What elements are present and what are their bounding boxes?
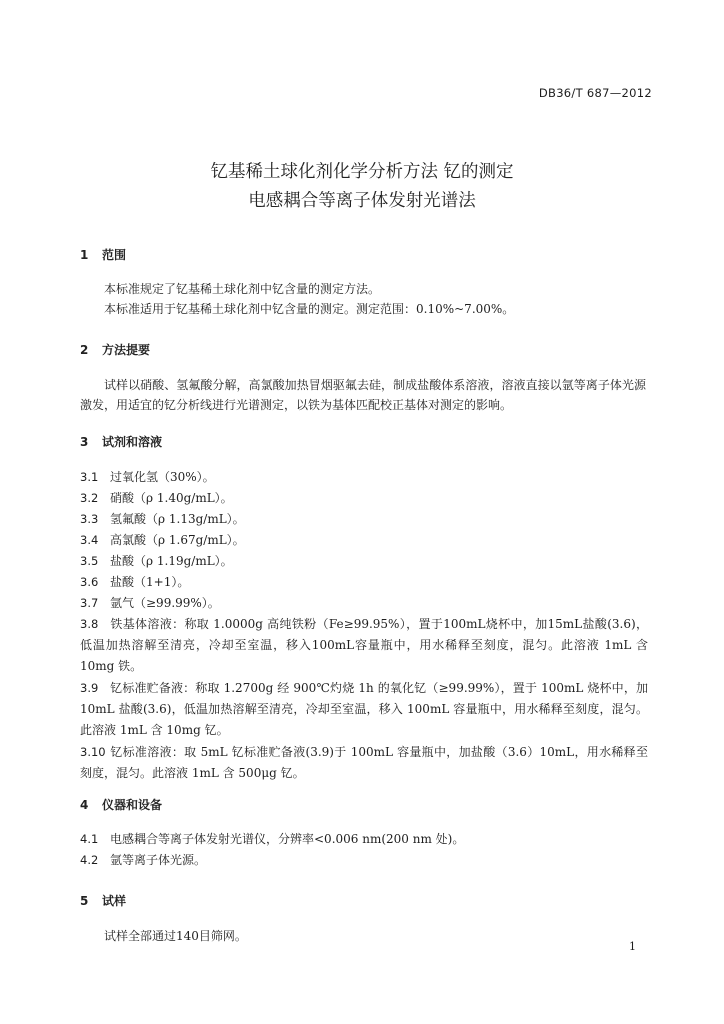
section-heading-apparatus [80,796,162,813]
item-text: 氢氟酸（ρ 1.13g/mL）。 [110,512,245,526]
section-number: 1 [80,248,89,262]
apparatus-item [80,829,648,850]
item-number: 4.2 [80,853,99,867]
section-title: 方法提要 [102,343,151,357]
reagent-item [80,509,648,530]
document-subtitle: 电感耦合等离子体发射光谱法 [248,191,476,211]
reagent-item [80,488,648,509]
reagent-item [80,551,648,572]
apparatus-item [80,850,648,871]
section-title: 范围 [102,248,127,262]
item-text: 电感耦合等离子体发射光谱仪，分辨率<0.006 nm(200 nm 处)。 [110,832,465,846]
reagent-item [80,530,648,551]
item-number: 3.3 [80,512,99,526]
item-number: 3.9 [80,681,99,695]
reagent-item [80,742,648,784]
item-text: 钇标准贮备液：称取 1.2700g 经 900℃灼烧 1h 的氧化钇（≥99.99%），置于 100mL 烧杯中，加 10mL 盐酸(3.6)，低温加热溶解至清亮，冷却至室温，移入 100mL 容量瓶中，用水稀释至刻度，混匀。此溶液 1mL 含 10mg 钇。 [80,681,648,737]
item-text: 硝酸（ρ 1.40g/mL）。 [110,491,233,505]
item-number: 3.2 [80,491,99,505]
section-number: 4 [80,798,89,812]
paragraph: 试样以硝酸、氢氟酸分解，高氯酸加热冒烟驱氟去硅，制成盐酸体系溶液，溶液直接以氩等离子体光源激发，用适宜的钇分析线进行光谱测定，以铁为基体匹配校正基体对测定的影响。 [80,378,646,412]
document-title: 钇基稀土球化剂化学分析方法 钇的测定 [210,162,514,182]
paragraph: 本标准规定了钇基稀土球化剂中钇含量的测定方法。 [104,282,381,296]
section-title: 试剂和溶液 [102,435,163,449]
item-text: 盐酸（1+1）。 [110,575,190,589]
item-text: 过氧化氢（30%）。 [110,470,215,484]
item-text: 高氯酸（ρ 1.67g/mL）。 [110,533,245,547]
section-number: 5 [80,894,89,908]
item-text: 盐酸（ρ 1.19g/mL）。 [110,554,233,568]
reagent-item [80,593,648,614]
item-number: 4.1 [80,832,99,846]
section-heading-reagents [80,433,162,450]
paragraph: 本标准适用于钇基稀土球化剂中钇含量的测定。测定范围：0.10%~7.00%。 [104,302,515,316]
item-text: 铁基体溶液：称取 1.0000g 高纯铁粉（Fe≥99.95%），置于100mL烧杯中，加15mL盐酸(3.6)，低温加热溶解至清亮，冷却至室温，移入100mL容量瓶中，用水稀释至刻度，混匀。此溶液 1mL 含 10mg 铁。 [80,617,648,673]
reagent-item [80,678,648,741]
item-number: 3.5 [80,554,99,568]
paragraph: 试样全部通过140目筛网。 [104,929,247,943]
item-number: 3.10 [80,745,106,759]
item-number: 3.7 [80,596,99,610]
reagent-item [80,467,648,488]
item-text: 氩气（≥99.99%）。 [110,596,220,610]
section-title: 仪器和设备 [102,798,163,812]
section-heading-principle [80,341,150,358]
standard-code: DB36/T 687—2012 [538,86,652,100]
page-number: 1 [629,940,636,953]
reagent-item [80,614,648,677]
item-number: 3.4 [80,533,99,547]
reagent-item [80,572,648,593]
section-number: 3 [80,435,89,449]
section-heading-scope [80,246,126,263]
item-number: 3.1 [80,470,99,484]
section-number: 2 [80,343,89,357]
item-text: 氩等离子体光源。 [110,853,207,867]
section-title: 试样 [102,894,127,908]
item-number: 3.8 [80,617,99,631]
section-heading-sample [80,892,126,909]
item-text: 钇标准溶液：取 5mL 钇标准贮备液(3.9)于 100mL 容量瓶中，加盐酸（3.6）10mL，用水稀释至刻度，混匀。此溶液 1mL 含 500μg 钇。 [80,745,648,780]
item-number: 3.6 [80,575,99,589]
